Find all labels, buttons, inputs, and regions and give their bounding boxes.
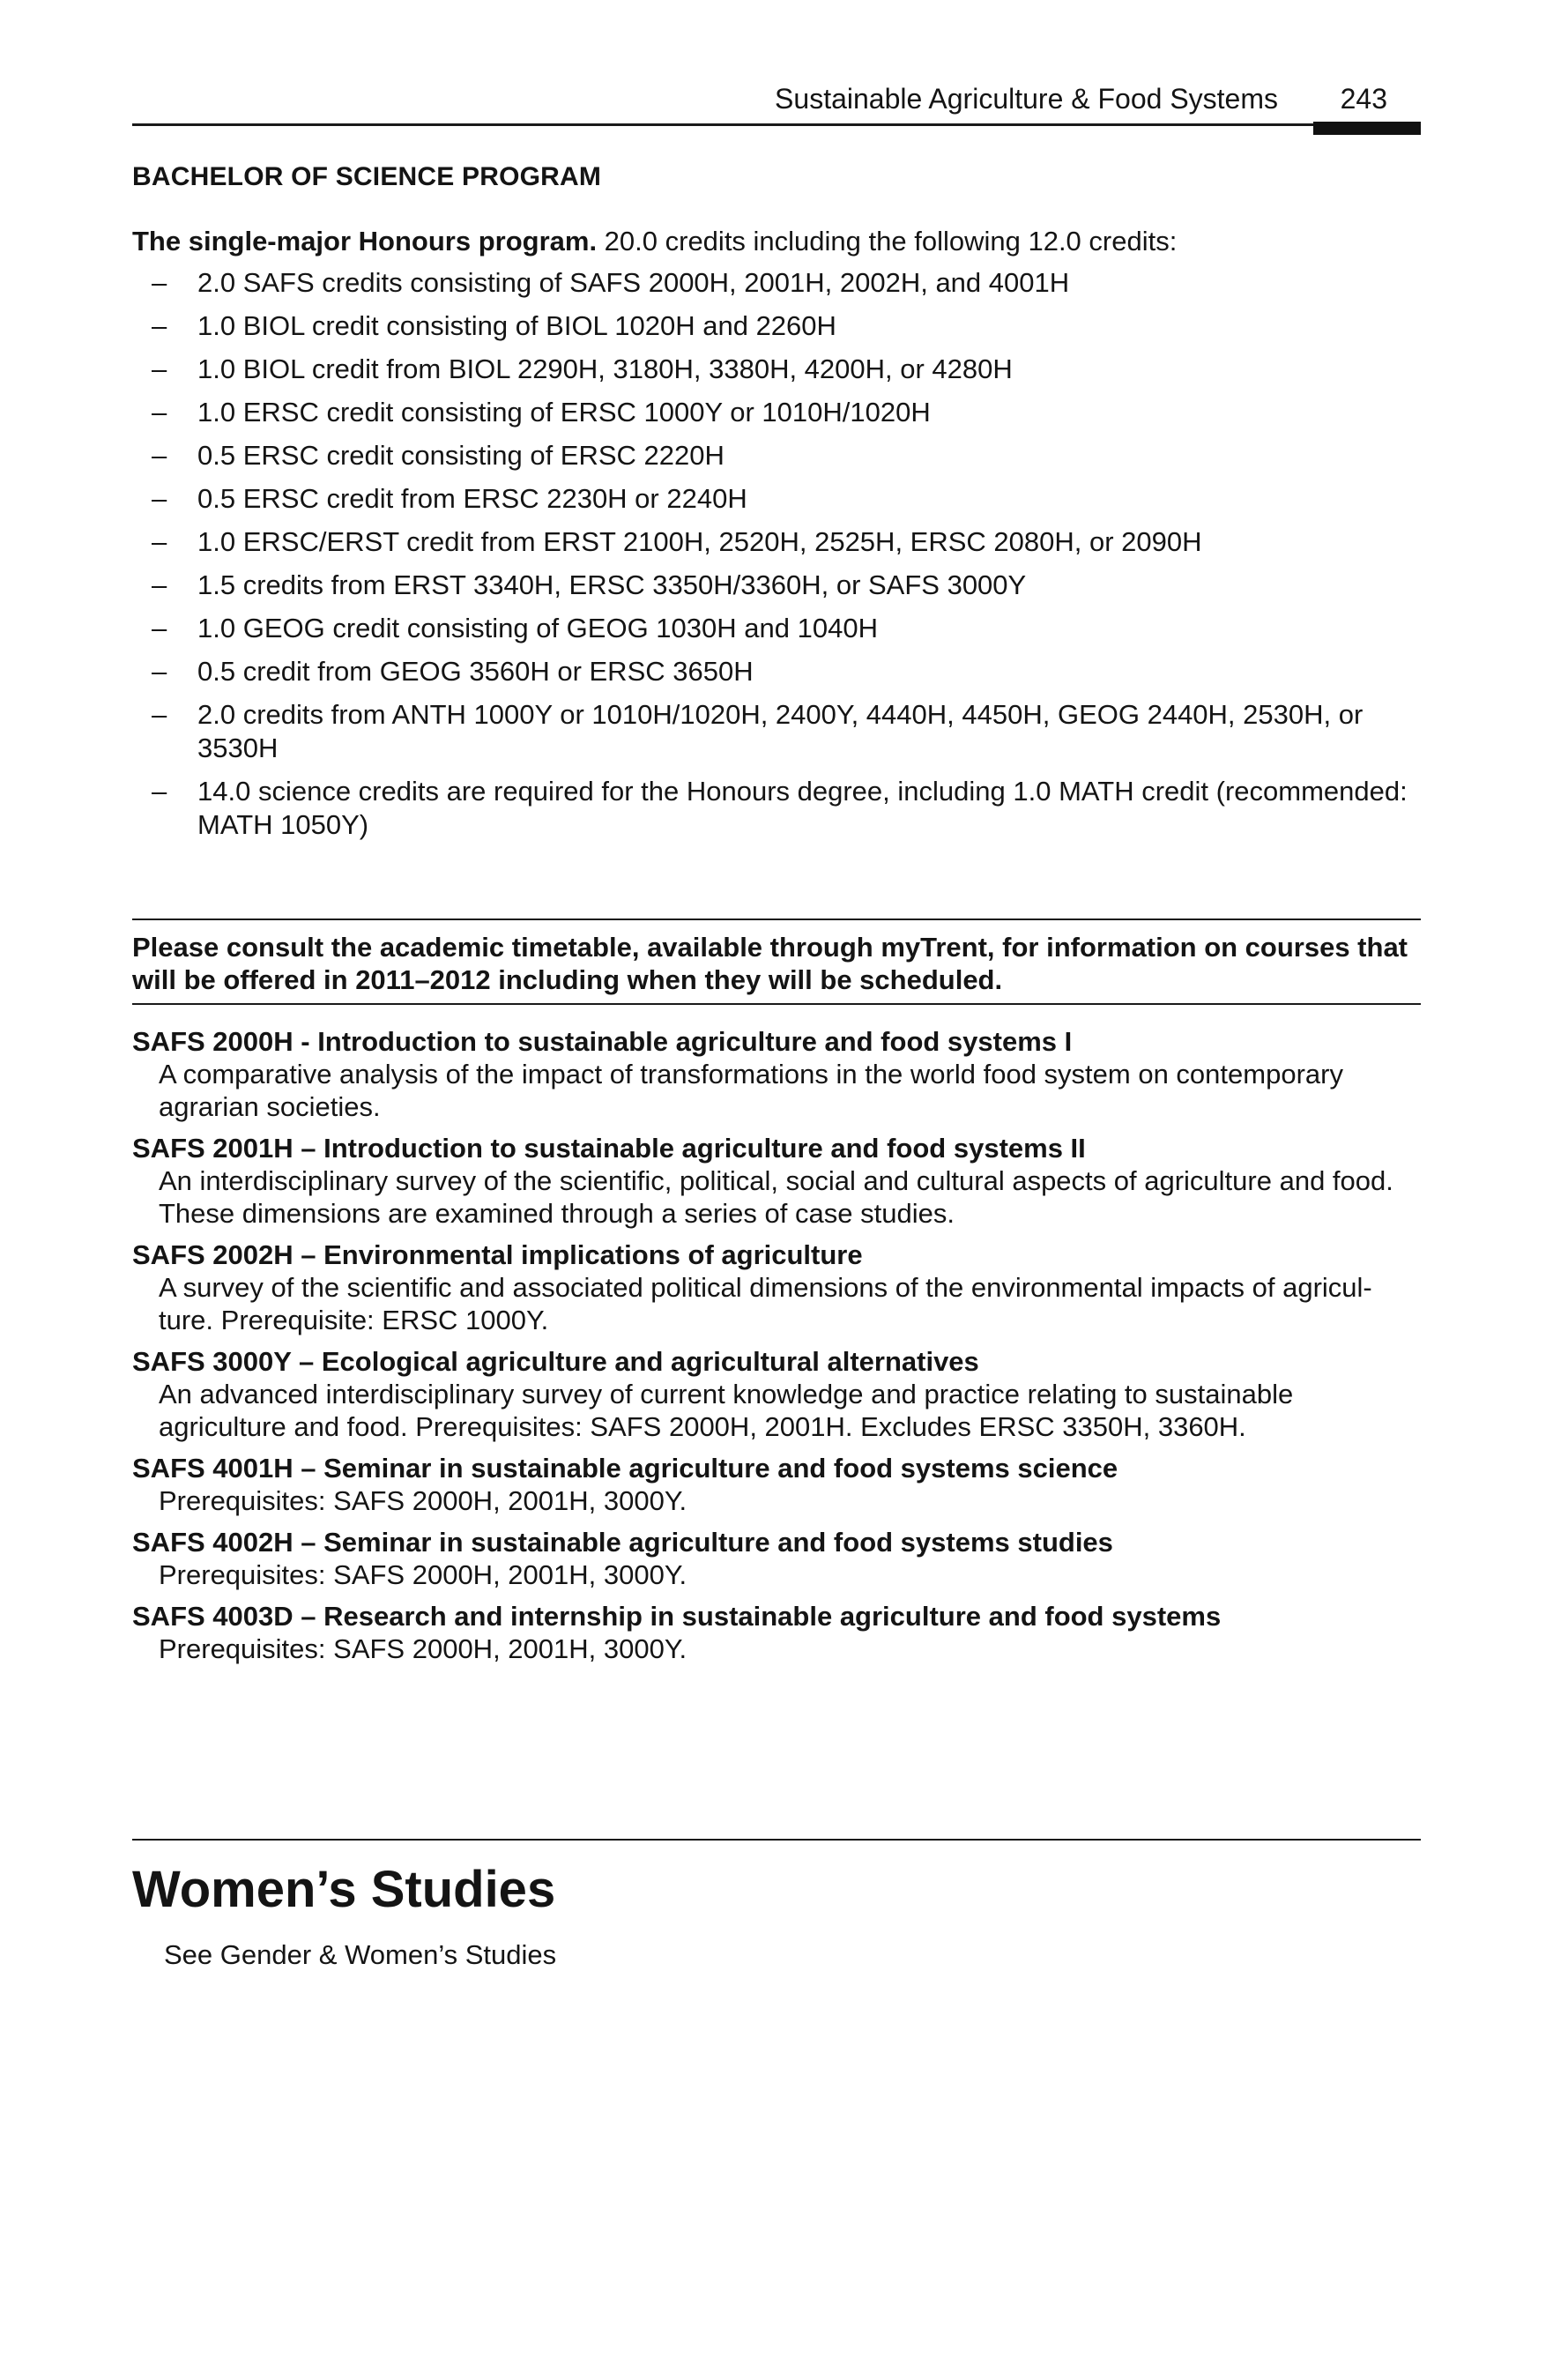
requirement-item: [132, 569, 1421, 602]
program-intro: [132, 226, 1177, 257]
dash-bullet: –: [152, 483, 167, 514]
requirement-item: [132, 439, 1421, 472]
dash-bullet: –: [152, 397, 167, 428]
course-title: SAFS 4001H – Seminar in sustainable agriculture and food systems science: [132, 1453, 1118, 1484]
requirement-text: 1.0 ERSC credit consisting of ERSC 1000Y or 1010H/1020H: [197, 397, 931, 428]
course-title: SAFS 2002H – Environmental implications of agriculture: [132, 1239, 863, 1270]
womens-studies-title: Women’s Studies: [132, 1861, 556, 1918]
course-list: [132, 1025, 1421, 1674]
requirements-list: [132, 266, 1421, 852]
section-divider: [132, 1839, 1421, 1841]
requirement-item: [132, 353, 1421, 386]
requirement-text: 1.0 GEOG credit consisting of GEOG 1030H and 1040H: [197, 613, 878, 643]
page-tab-marker: [1313, 122, 1421, 135]
course-description: Prerequisites: SAFS 2000H, 2001H, 3000Y.: [159, 1485, 687, 1516]
course-entry: [132, 1238, 1421, 1336]
requirement-item: [132, 775, 1421, 842]
timetable-notice: Please consult the academic timetable, available through myTrent, for information on courses that will be offered in 2011–2012 including when they will be scheduled.: [132, 919, 1421, 1005]
requirement-item: [132, 655, 1421, 688]
course-description: An interdisciplinary survey of the scientific, political, social and cultural aspects of agriculture and food. These dimensions are examined through a series of case studies.: [159, 1165, 1393, 1229]
requirement-text: 0.5 credit from GEOG 3560H or ERSC 3650H: [197, 656, 754, 687]
course-description: A survey of the scientific and associated political dimensions of the environmental impacts of agricul-ture. Prerequisite: ERSC 1000Y.: [159, 1272, 1372, 1335]
requirement-text: 1.0 BIOL credit consisting of BIOL 1020H and 2260H: [197, 310, 836, 341]
running-head: [132, 78, 1421, 126]
requirement-text: 0.5 ERSC credit from ERSC 2230H or 2240H: [197, 483, 747, 514]
course-description: Prerequisites: SAFS 2000H, 2001H, 3000Y.: [159, 1633, 687, 1664]
requirement-text: 1.0 ERSC/ERST credit from ERST 2100H, 2520H, 2525H, ERSC 2080H, or 2090H: [197, 526, 1202, 557]
running-title: Sustainable Agriculture & Food Systems: [775, 83, 1278, 115]
requirement-item: [132, 396, 1421, 429]
dash-bullet: –: [152, 776, 167, 807]
womens-studies-cross-reference: See Gender & Women’s Studies: [164, 1939, 557, 1970]
requirement-text: 14.0 science credits are required for the Honours degree, including 1.0 MATH credit (recommended: MATH 1050Y): [197, 776, 1408, 840]
dash-bullet: –: [152, 699, 167, 730]
dash-bullet: –: [152, 569, 167, 600]
course-title: SAFS 2000H - Introduction to sustainable agriculture and food systems I: [132, 1026, 1073, 1057]
course-description: An advanced interdisciplinary survey of current knowledge and practice relating to sustainable agriculture and food. Prerequisites: SAFS 2000H, 2001H. Excludes ERSC 3350H, 3360H.: [159, 1379, 1294, 1442]
course-description: Prerequisites: SAFS 2000H, 2001H, 3000Y.: [159, 1559, 687, 1590]
requirement-text: 1.5 credits from ERST 3340H, ERSC 3350H/3360H, or SAFS 3000Y: [197, 569, 1027, 600]
course-title: SAFS 4002H – Seminar in sustainable agriculture and food systems studies: [132, 1527, 1113, 1558]
dash-bullet: –: [152, 613, 167, 643]
requirement-item: [132, 525, 1421, 559]
requirement-text: 2.0 credits from ANTH 1000Y or 1010H/1020H, 2400Y, 4440H, 4450H, GEOG 2440H, 2530H, or 3530H: [197, 699, 1364, 763]
dash-bullet: –: [152, 310, 167, 341]
program-heading: BACHELOR OF SCIENCE PROGRAM: [132, 162, 602, 191]
dash-bullet: –: [152, 440, 167, 471]
course-entry: [132, 1025, 1421, 1123]
program-intro-bold: The single-major Honours program.: [132, 226, 598, 257]
dash-bullet: –: [152, 267, 167, 298]
dash-bullet: –: [152, 353, 167, 384]
requirement-text: 0.5 ERSC credit consisting of ERSC 2220H: [197, 440, 724, 471]
dash-bullet: –: [152, 656, 167, 687]
requirement-text: 1.0 BIOL credit from BIOL 2290H, 3180H, 3380H, 4200H, or 4280H: [197, 353, 1013, 384]
course-entry: [132, 1452, 1421, 1517]
dash-bullet: –: [152, 526, 167, 557]
course-title: SAFS 2001H – Introduction to sustainable agriculture and food systems II: [132, 1133, 1086, 1164]
page-number: 243: [1340, 83, 1387, 115]
requirement-text: 2.0 SAFS credits consisting of SAFS 2000H, 2001H, 2002H, and 4001H: [197, 267, 1070, 298]
course-description: A comparative analysis of the impact of transformations in the world food system on contemporary agrarian societies.: [159, 1059, 1343, 1122]
requirement-item: [132, 698, 1421, 765]
requirement-item: [132, 612, 1421, 645]
course-entry: [132, 1526, 1421, 1591]
course-entry: [132, 1600, 1421, 1665]
course-title: SAFS 4003D – Research and internship in sustainable agriculture and food systems: [132, 1601, 1222, 1632]
program-intro-text: 20.0 credits including the following 12.0 credits:: [597, 226, 1178, 257]
course-title: SAFS 3000Y – Ecological agriculture and agricultural alternatives: [132, 1346, 979, 1377]
requirement-item: [132, 309, 1421, 343]
requirement-item: [132, 266, 1421, 300]
course-entry: [132, 1345, 1421, 1443]
requirement-item: [132, 482, 1421, 516]
course-entry: [132, 1132, 1421, 1230]
